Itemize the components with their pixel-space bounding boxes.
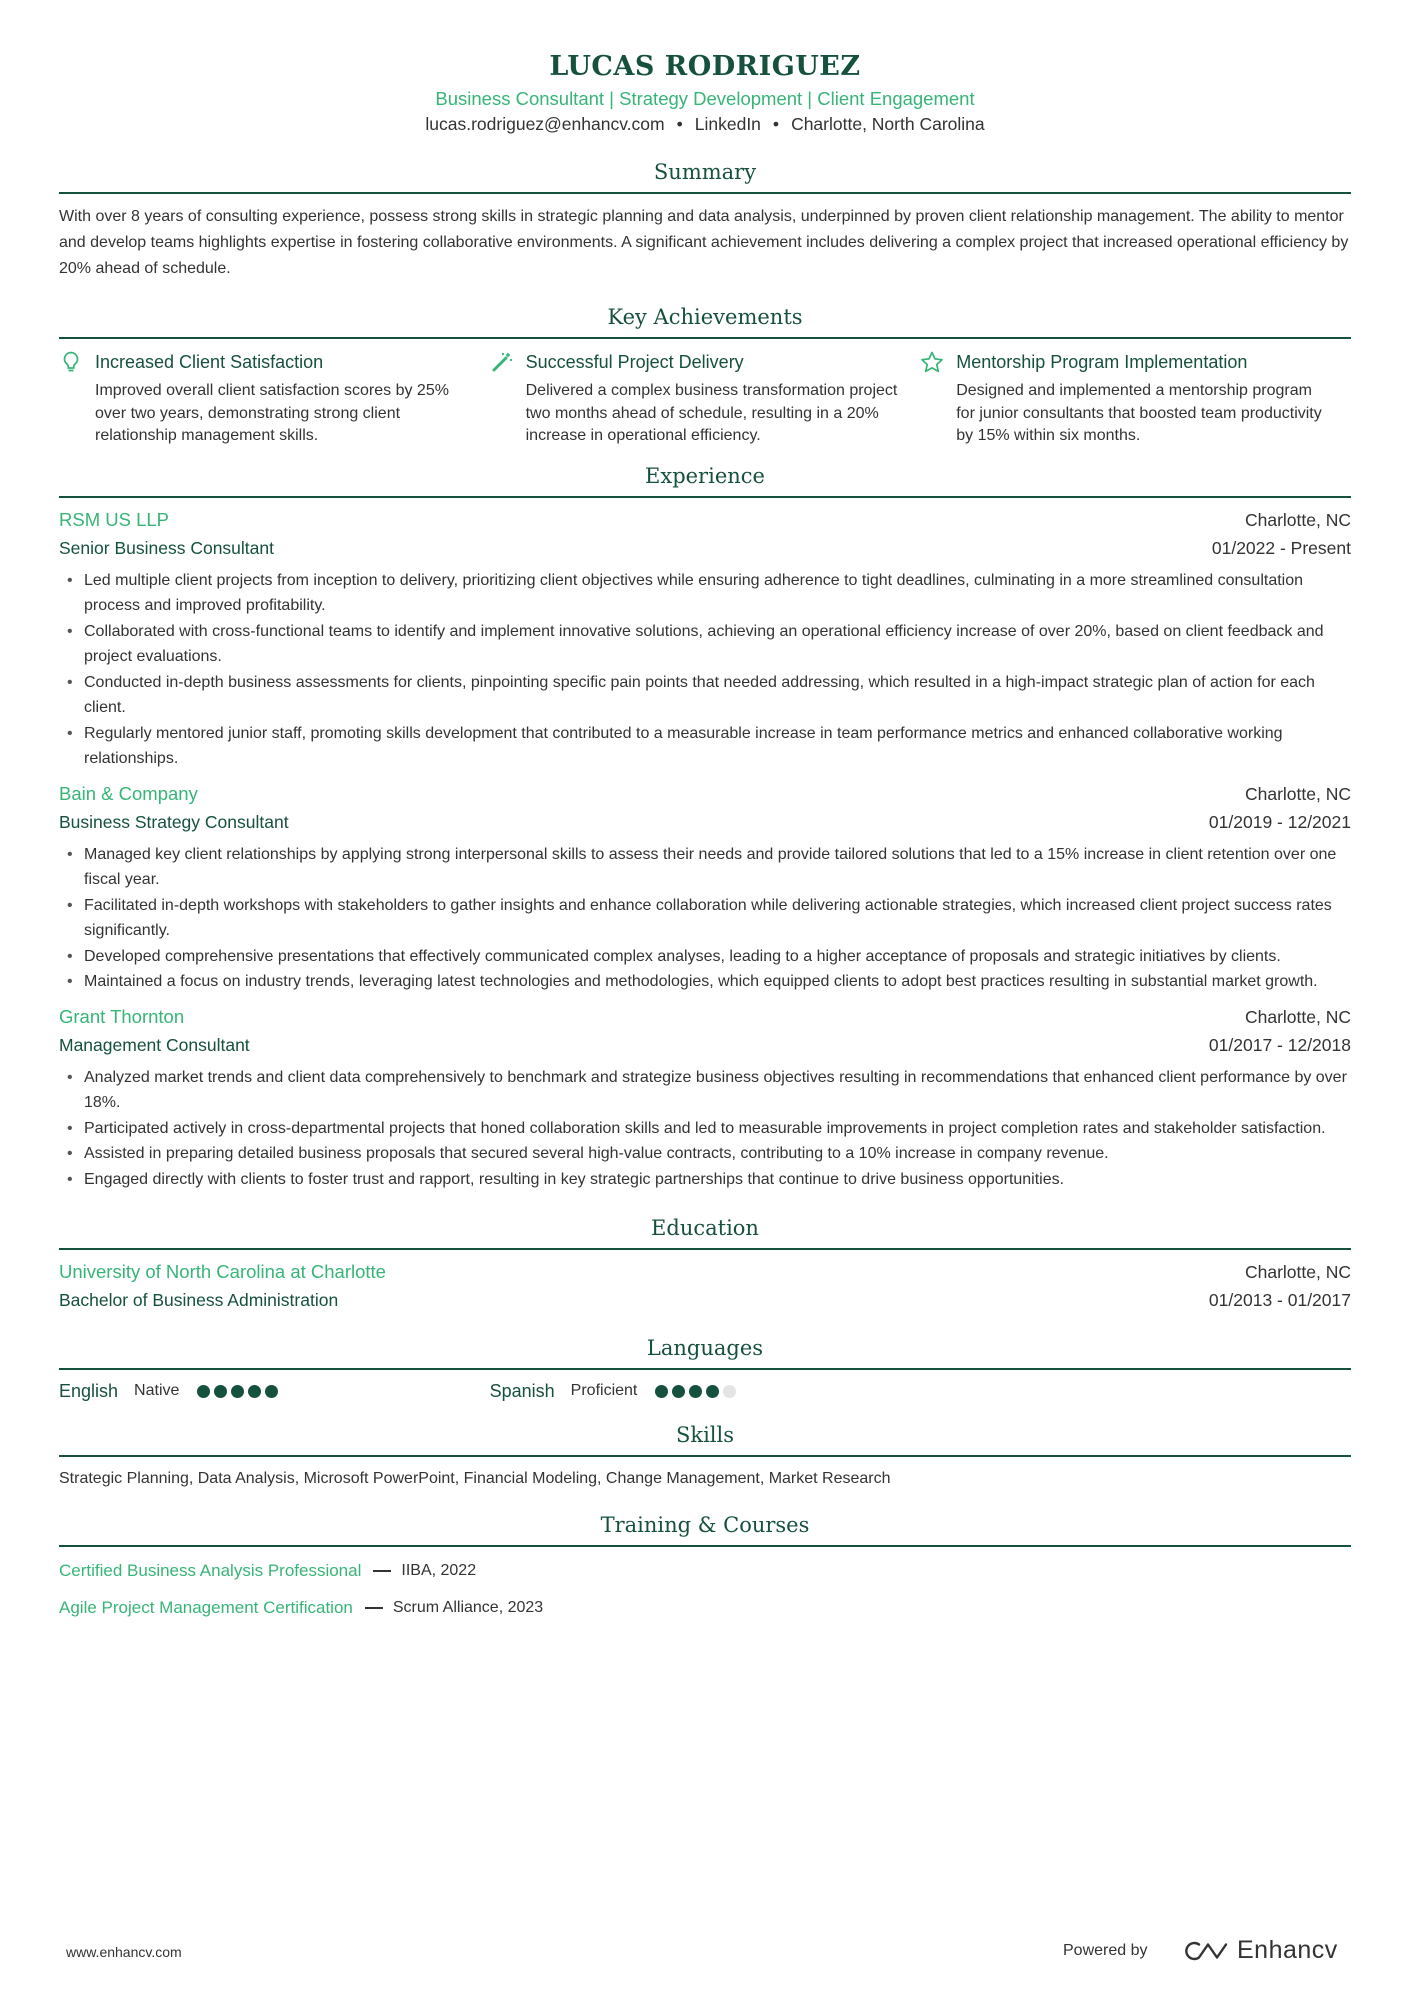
language-name: English [59,1380,119,1401]
section-title: Skills [59,1421,1351,1457]
list-item: • Maintained a focus on industry trends, leveraging latest technologies and methodologies, which equipped clients to adopt best practices resulting in substantial market growth. [59,969,1351,995]
resume-page [59,0,1351,1621]
list-item: • Conducted in-depth business assessments for clients, pinpointing specific pain points that needed addressing, which resulted in a high-impact strategic plan of action for each client. [59,670,1351,721]
course-title: Certified Business Analysis Professional [59,1561,362,1580]
section-title: Key Achievements [59,303,1351,339]
education-section [59,1214,1351,1314]
list-item: • Engaged directly with clients to foster trust and rapport, resulting in key strategic partnerships that continue to drive business opportunities. [59,1167,1351,1193]
separator-dot: • [772,114,780,134]
achievement-item [490,349,921,448]
section-title: Training & Courses [59,1511,1351,1547]
enhancv-logo[interactable] [1183,1936,1338,1965]
job-dates: 01/2022 - Present [1211,537,1351,558]
candidate-headline: Business Consultant | Strategy Development | Client Engagement [435,88,975,109]
skills-section [59,1421,1351,1491]
list-item: • Assisted in preparing detailed business proposals that secured several high-value contracts, contributing to a 10% increase in company revenue. [59,1141,1351,1167]
summary-text: With over 8 years of consulting experience, possess strong skills in strategic planning and data analysis, underpinned by proven client relationship management. The ability to mentor and develop teams highlights expertise in fostering collaborative environments. A significant achievement includes delivering a complex project that increased operational efficiency by 20% ahead of schedule. [59,208,1349,277]
list-item: • Facilitated in-depth workshops with stakeholders to gather insights and enhance collaboration while delivering actionable strategies, which increased client project success rates significantly. [59,893,1351,944]
company-name: Grant Thornton [59,1005,185,1027]
resume-header [59,0,1351,136]
rating-dot-filled [689,1385,702,1398]
degree-name: Bachelor of Business Administration [59,1290,339,1310]
achievement-title: Successful Project Delivery [525,351,744,372]
list-item: • Developed comprehensive presentations that effectively communicated complex analyses, leading to a higher acceptance of proposals and strategic initiatives by clients. [59,944,1351,970]
separator-dot: • [676,114,683,134]
list-item: • Managed key client relationships by applying strong interpersonal skills to assess their needs and provide tailored solutions that led to a 15% increase in client retention over one fiscal year. [59,842,1351,893]
achievement-description: Designed and implemented a mentorship program for junior consultants that boosted team productivity by 15% within six months. [956,382,1322,444]
language-rating [197,1385,278,1398]
rating-dot-filled [248,1385,261,1398]
experience-section [59,462,1351,1193]
job-bullets [59,842,1351,995]
achievements-row [59,349,1351,448]
email-link[interactable]: lucas.rodriguez@enhancv.com [425,114,665,134]
rating-dot-filled [672,1385,685,1398]
rating-dot-filled [197,1385,210,1398]
lightbulb-icon [59,350,83,374]
rating-dot-filled [706,1385,719,1398]
language-level: Proficient [570,1382,638,1399]
skills-text: Strategic Planning, Data Analysis, Microsoft PowerPoint, Financial Modeling, Change Management, Market Research [59,1470,891,1487]
section-title: Experience [59,462,1351,498]
achievements-section [59,303,1351,448]
list-item: • Collaborated with cross-functional teams to identify and implement innovative solutions, achieving an operational efficiency increase of over 20%, based on client feedback and project evaluations. [59,619,1351,670]
job-entry [59,506,1351,772]
job-title: Business Strategy Consultant [59,811,289,832]
language-item [59,1381,490,1402]
dash-separator [373,1570,391,1572]
job-entry [59,1003,1351,1193]
course-title: Agile Project Management Certification [59,1598,353,1617]
achievement-title: Mentorship Program Implementation [956,351,1248,372]
achievement-item [920,349,1351,448]
course-provider: Scrum Alliance, 2023 [392,1599,544,1616]
achievement-item [59,349,490,448]
star-icon [920,350,944,374]
achievement-description: Delivered a complex business transformation project two months ahead of schedule, resulting in a 20% increase in operational efficiency. [525,382,898,444]
job-bullets [59,1065,1351,1193]
company-name: Bain & Company [59,782,198,804]
education-entry [59,1258,1351,1314]
footer-url-link[interactable]: www.enhancv.com [66,1944,182,1960]
rating-dot-filled [231,1385,244,1398]
list-item: • Analyzed market trends and client data comprehensively to benchmark and strategize business objectives resulting in recommendations that enhanced client performance by over 18%. [59,1065,1351,1116]
list-item: • Led multiple client projects from inception to delivery, prioritizing client objectives while ensuring adherence to tight deadlines, culminating in a more streamlined consultation process and improved profitability. [59,568,1351,619]
course-item [59,1558,1351,1584]
section-title: Summary [59,158,1351,194]
course-item [59,1595,1351,1621]
job-title: Senior Business Consultant [59,537,274,558]
list-item: • Participated actively in cross-departmental projects that honed collaboration skills and led to measurable improvements in project completion rates and stakeholder satisfaction. [59,1116,1351,1142]
page-footer [0,1930,1410,1970]
education-dates: 01/2013 - 01/2017 [1208,1290,1351,1310]
achievement-title: Increased Client Satisfaction [95,351,324,372]
rating-dot-filled [265,1385,278,1398]
school-location: Charlotte, NC [1244,1262,1351,1282]
achievement-description: Improved overall client satisfaction scores by 25% over two years, demonstrating strong client relationship management skills. [95,382,449,444]
summary-section [59,158,1351,282]
rating-dot-filled [214,1385,227,1398]
languages-row [59,1378,1351,1404]
language-level: Native [134,1382,180,1399]
language-name: Spanish [489,1380,555,1401]
job-location: Charlotte, NC [1244,509,1351,530]
job-location: Charlotte, NC [1244,783,1351,804]
job-dates: 01/2017 - 12/2018 [1208,1034,1351,1055]
job-title: Management Consultant [59,1034,250,1055]
company-name: RSM US LLP [59,508,170,530]
magic-wand-icon [490,350,514,374]
brand-name: Enhancv [1237,1936,1338,1964]
job-dates: 01/2019 - 12/2021 [1208,811,1351,832]
section-title: Education [59,1214,1351,1250]
list-item: • Regularly mentored junior staff, promoting skills development that contributed to a measurable increase in team performance metrics and enhanced collaborative working relationships. [59,721,1351,772]
language-item [490,1381,921,1402]
dash-separator [365,1607,383,1609]
candidate-name: LUCAS RODRIGUEZ [549,51,861,82]
linkedin-link[interactable]: LinkedIn [694,114,761,134]
powered-by-label: Powered by [1063,1942,1148,1959]
rating-dot-filled [655,1385,668,1398]
school-name: University of North Carolina at Charlotte [59,1261,386,1282]
course-provider: IIBA, 2022 [401,1562,477,1579]
languages-section [59,1334,1351,1404]
rating-dot-empty [723,1385,736,1398]
contact-line [59,112,1351,136]
language-rating [655,1385,736,1398]
location-text: Charlotte, North Carolina [791,114,985,134]
enhancv-logo-icon [1183,1938,1229,1964]
job-entry [59,780,1351,995]
training-section [59,1511,1351,1621]
section-title: Languages [59,1334,1351,1370]
job-bullets [59,568,1351,772]
job-location: Charlotte, NC [1244,1006,1351,1027]
